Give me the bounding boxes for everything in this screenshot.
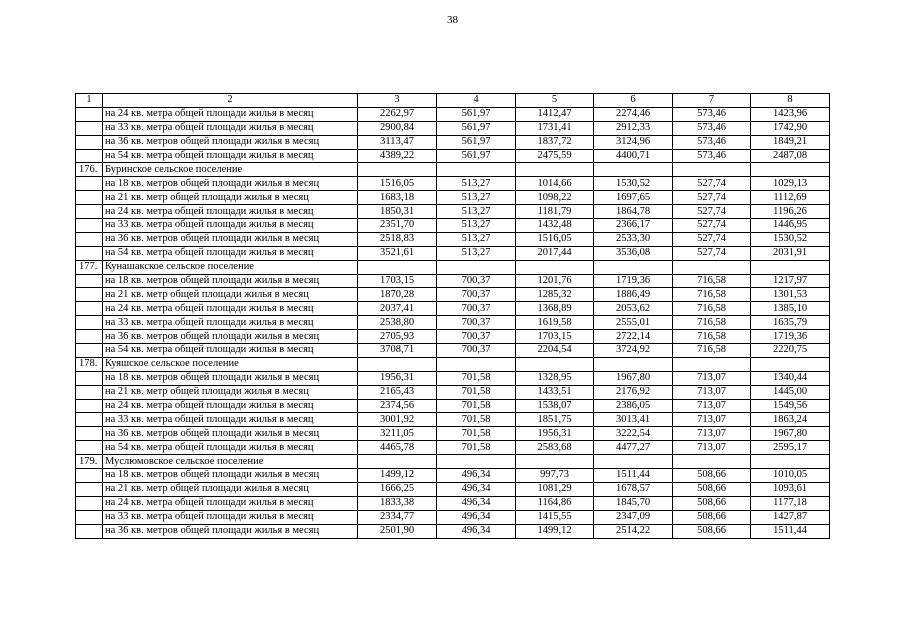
value-cell: 1845,70 <box>594 496 673 510</box>
row-number-cell <box>76 302 103 316</box>
value-cell: 1683,18 <box>358 191 437 205</box>
value-cell: 2595,17 <box>751 441 830 455</box>
value-cell: 527,74 <box>673 219 751 233</box>
value-cell: 496,34 <box>437 510 516 524</box>
row-number-cell <box>76 330 103 344</box>
value-cell: 700,37 <box>437 274 516 288</box>
table-row <box>76 205 830 219</box>
row-number-cell <box>76 232 103 246</box>
value-cell: 1433,51 <box>516 385 594 399</box>
value-cell: 527,74 <box>673 177 751 191</box>
value-cell: 3124,96 <box>594 135 673 149</box>
value-cell: 527,74 <box>673 232 751 246</box>
value-cell: 527,74 <box>673 191 751 205</box>
value-cell: 4465,78 <box>358 441 437 455</box>
value-cell: 713,07 <box>673 385 751 399</box>
value-cell: 561,97 <box>437 135 516 149</box>
value-cell: 513,27 <box>437 205 516 219</box>
value-cell: 701,58 <box>437 399 516 413</box>
settlement-name-cell: Муслюмовское сельское поселение <box>103 455 358 469</box>
norm-label-cell: на 18 кв. метров общей площади жилья в месяц <box>103 469 358 483</box>
value-cell: 1850,31 <box>358 205 437 219</box>
value-cell: 513,27 <box>437 191 516 205</box>
value-cell: 700,37 <box>437 288 516 302</box>
value-cell: 1217,97 <box>751 274 830 288</box>
norm-label-cell: на 21 кв. метр общей площади жилья в месяц <box>103 385 358 399</box>
value-cell: 1412,47 <box>516 107 594 121</box>
value-cell: 1328,95 <box>516 371 594 385</box>
row-number-cell <box>76 496 103 510</box>
row-number-cell <box>76 524 103 538</box>
value-cell: 1177,18 <box>751 496 830 510</box>
row-number-cell <box>76 219 103 233</box>
table-row <box>76 399 830 413</box>
value-cell: 2334,77 <box>358 510 437 524</box>
value-cell: 2514,22 <box>594 524 673 538</box>
value-cell: 1511,44 <box>751 524 830 538</box>
value-cell: 1742,90 <box>751 121 830 135</box>
value-cell: 1385,10 <box>751 302 830 316</box>
value-cell <box>673 455 751 469</box>
table-row <box>76 441 830 455</box>
norm-label-cell: на 33 кв. метра общей площади жилья в месяц <box>103 219 358 233</box>
value-cell: 1530,52 <box>751 232 830 246</box>
value-cell <box>751 357 830 371</box>
table-row <box>76 302 830 316</box>
value-cell: 1445,00 <box>751 385 830 399</box>
value-cell: 1837,72 <box>516 135 594 149</box>
row-number-cell <box>76 274 103 288</box>
value-cell: 2912,33 <box>594 121 673 135</box>
value-cell: 2031,91 <box>751 246 830 260</box>
value-cell: 1432,48 <box>516 219 594 233</box>
norm-label-cell: на 36 кв. метров общей площади жилья в месяц <box>103 524 358 538</box>
value-cell: 701,58 <box>437 385 516 399</box>
section-row <box>76 163 830 177</box>
value-cell: 3211,05 <box>358 427 437 441</box>
row-number-cell <box>76 371 103 385</box>
value-cell: 4400,71 <box>594 149 673 163</box>
value-cell: 1427,87 <box>751 510 830 524</box>
value-cell: 1863,24 <box>751 413 830 427</box>
header-cell: 7 <box>673 94 751 108</box>
value-cell: 1719,36 <box>594 274 673 288</box>
value-cell: 2555,01 <box>594 316 673 330</box>
value-cell: 2220,75 <box>751 344 830 358</box>
value-cell: 701,58 <box>437 427 516 441</box>
value-cell: 561,97 <box>437 121 516 135</box>
value-cell <box>751 163 830 177</box>
value-cell: 1014,66 <box>516 177 594 191</box>
value-cell: 496,34 <box>437 524 516 538</box>
value-cell: 1678,57 <box>594 482 673 496</box>
value-cell: 2501,90 <box>358 524 437 538</box>
value-cell: 1081,29 <box>516 482 594 496</box>
value-cell: 1849,21 <box>751 135 830 149</box>
value-cell: 1499,12 <box>516 524 594 538</box>
norm-label-cell: на 54 кв. метра общей площади жилья в месяц <box>103 149 358 163</box>
value-cell: 700,37 <box>437 330 516 344</box>
value-cell <box>358 163 437 177</box>
value-cell <box>437 357 516 371</box>
row-number-cell <box>76 121 103 135</box>
value-cell: 713,07 <box>673 441 751 455</box>
table-row <box>76 219 830 233</box>
value-cell: 561,97 <box>437 149 516 163</box>
value-cell: 508,66 <box>673 496 751 510</box>
value-cell: 1956,31 <box>358 371 437 385</box>
norm-label-cell: на 36 кв. метров общей площади жилья в месяц <box>103 330 358 344</box>
value-cell: 1697,65 <box>594 191 673 205</box>
value-cell: 2475,59 <box>516 149 594 163</box>
value-cell: 1619,58 <box>516 316 594 330</box>
value-cell: 2037,41 <box>358 302 437 316</box>
value-cell: 2538,80 <box>358 316 437 330</box>
table-row <box>76 288 830 302</box>
value-cell: 701,58 <box>437 413 516 427</box>
value-cell <box>516 357 594 371</box>
value-cell: 1851,75 <box>516 413 594 427</box>
value-cell: 1093,61 <box>751 482 830 496</box>
value-cell: 2351,70 <box>358 219 437 233</box>
value-cell <box>516 455 594 469</box>
settlement-name-cell: Куяшское сельское поселение <box>103 357 358 371</box>
value-cell: 2583,68 <box>516 441 594 455</box>
value-cell: 2176,92 <box>594 385 673 399</box>
row-number-cell <box>76 427 103 441</box>
value-cell: 3536,08 <box>594 246 673 260</box>
value-cell: 713,07 <box>673 427 751 441</box>
value-cell: 2518,83 <box>358 232 437 246</box>
value-cell <box>594 260 673 274</box>
table-row <box>76 510 830 524</box>
value-cell: 1196,26 <box>751 205 830 219</box>
row-number-cell <box>76 510 103 524</box>
value-cell <box>358 260 437 274</box>
value-cell: 713,07 <box>673 399 751 413</box>
header-cell: 5 <box>516 94 594 108</box>
value-cell: 561,97 <box>437 107 516 121</box>
value-cell: 1886,49 <box>594 288 673 302</box>
row-number-cell: 179. <box>76 455 103 469</box>
value-cell: 1010,05 <box>751 469 830 483</box>
value-cell <box>673 357 751 371</box>
value-cell: 1731,41 <box>516 121 594 135</box>
row-number-cell <box>76 482 103 496</box>
norm-label-cell: на 18 кв. метров общей площади жилья в месяц <box>103 177 358 191</box>
value-cell: 716,58 <box>673 330 751 344</box>
value-cell <box>437 455 516 469</box>
table-row <box>76 496 830 510</box>
norm-label-cell: на 21 кв. метр общей площади жилья в месяц <box>103 191 358 205</box>
table-row <box>76 469 830 483</box>
value-cell: 1112,69 <box>751 191 830 205</box>
value-cell: 1538,07 <box>516 399 594 413</box>
value-cell: 2366,17 <box>594 219 673 233</box>
value-cell: 2347,09 <box>594 510 673 524</box>
section-row <box>76 357 830 371</box>
value-cell: 701,58 <box>437 371 516 385</box>
value-cell: 1499,12 <box>358 469 437 483</box>
norm-label-cell: на 33 кв. метра общей площади жилья в месяц <box>103 121 358 135</box>
value-cell <box>751 260 830 274</box>
norm-label-cell: на 54 кв. метра общей площади жилья в месяц <box>103 246 358 260</box>
norm-label-cell: на 33 кв. метра общей площади жилья в месяц <box>103 510 358 524</box>
value-cell: 1516,05 <box>516 232 594 246</box>
table-row <box>76 274 830 288</box>
value-cell: 527,74 <box>673 246 751 260</box>
table-row <box>76 135 830 149</box>
value-cell: 1703,15 <box>358 274 437 288</box>
table-row <box>76 246 830 260</box>
norm-label-cell: на 33 кв. метра общей площади жилья в месяц <box>103 413 358 427</box>
table-row <box>76 413 830 427</box>
value-cell: 508,66 <box>673 524 751 538</box>
row-number-cell <box>76 469 103 483</box>
value-cell: 3521,61 <box>358 246 437 260</box>
value-cell <box>673 163 751 177</box>
header-cell: 3 <box>358 94 437 108</box>
table-row <box>76 121 830 135</box>
norm-label-cell: на 21 кв. метр общей площади жилья в месяц <box>103 482 358 496</box>
table-row <box>76 316 830 330</box>
row-number-cell <box>76 177 103 191</box>
table-row <box>76 385 830 399</box>
value-cell: 513,27 <box>437 246 516 260</box>
value-cell: 2262,97 <box>358 107 437 121</box>
norm-label-cell: на 21 кв. метр общей площади жилья в месяц <box>103 288 358 302</box>
value-cell: 716,58 <box>673 274 751 288</box>
value-cell: 2722,14 <box>594 330 673 344</box>
value-cell: 508,66 <box>673 482 751 496</box>
value-cell: 4477,27 <box>594 441 673 455</box>
value-cell <box>358 455 437 469</box>
header-cell: 4 <box>437 94 516 108</box>
value-cell: 3724,92 <box>594 344 673 358</box>
value-cell: 508,66 <box>673 510 751 524</box>
norm-label-cell: на 54 кв. метра общей площади жилья в месяц <box>103 441 358 455</box>
value-cell: 1423,96 <box>751 107 830 121</box>
value-cell: 3222,54 <box>594 427 673 441</box>
value-cell <box>358 357 437 371</box>
table-row <box>76 524 830 538</box>
table-row <box>76 482 830 496</box>
value-cell: 513,27 <box>437 177 516 191</box>
value-cell: 1511,44 <box>594 469 673 483</box>
row-number-cell <box>76 107 103 121</box>
value-cell: 1368,89 <box>516 302 594 316</box>
page-number: 38 <box>447 14 458 26</box>
row-number-cell <box>76 246 103 260</box>
value-cell <box>594 357 673 371</box>
value-cell: 573,46 <box>673 107 751 121</box>
row-number-cell <box>76 441 103 455</box>
table-row <box>76 344 830 358</box>
value-cell: 1516,05 <box>358 177 437 191</box>
table-row <box>76 107 830 121</box>
value-cell: 1446,95 <box>751 219 830 233</box>
row-number-cell: 176. <box>76 163 103 177</box>
value-cell: 1181,79 <box>516 205 594 219</box>
norm-label-cell: на 36 кв. метров общей площади жилья в месяц <box>103 135 358 149</box>
value-cell: 2900,84 <box>358 121 437 135</box>
row-number-cell <box>76 399 103 413</box>
value-cell: 573,46 <box>673 149 751 163</box>
value-cell: 1340,44 <box>751 371 830 385</box>
section-row <box>76 260 830 274</box>
value-cell: 3013,41 <box>594 413 673 427</box>
table-row <box>76 427 830 441</box>
value-cell: 2374,56 <box>358 399 437 413</box>
value-cell: 496,34 <box>437 496 516 510</box>
norm-label-cell: на 54 кв. метра общей площади жилья в месяц <box>103 344 358 358</box>
section-row <box>76 455 830 469</box>
value-cell: 1029,13 <box>751 177 830 191</box>
row-number-cell <box>76 316 103 330</box>
value-cell: 2204,54 <box>516 344 594 358</box>
value-cell: 700,37 <box>437 302 516 316</box>
value-cell: 713,07 <box>673 371 751 385</box>
value-cell: 1164,86 <box>516 496 594 510</box>
value-cell: 1635,79 <box>751 316 830 330</box>
norm-label-cell: на 33 кв. метра общей площади жилья в месяц <box>103 316 358 330</box>
tariff-table <box>75 93 830 539</box>
value-cell <box>673 260 751 274</box>
value-cell: 1415,55 <box>516 510 594 524</box>
value-cell: 700,37 <box>437 344 516 358</box>
norm-label-cell: на 18 кв. метров общей площади жилья в месяц <box>103 274 358 288</box>
value-cell: 1719,36 <box>751 330 830 344</box>
value-cell: 1285,32 <box>516 288 594 302</box>
header-cell: 2 <box>103 94 358 108</box>
value-cell <box>751 455 830 469</box>
column-number-row <box>76 94 830 108</box>
table-row <box>76 149 830 163</box>
norm-label-cell: на 24 кв. метра общей площади жилья в месяц <box>103 205 358 219</box>
row-number-cell <box>76 413 103 427</box>
value-cell: 573,46 <box>673 121 751 135</box>
value-cell: 1967,80 <box>594 371 673 385</box>
value-cell <box>437 260 516 274</box>
header-cell: 1 <box>76 94 103 108</box>
row-number-cell <box>76 191 103 205</box>
row-number-cell <box>76 385 103 399</box>
value-cell <box>594 455 673 469</box>
value-cell: 716,58 <box>673 288 751 302</box>
value-cell: 1703,15 <box>516 330 594 344</box>
value-cell: 1956,31 <box>516 427 594 441</box>
table-row <box>76 330 830 344</box>
norm-label-cell: на 36 кв. метров общей площади жилья в месяц <box>103 427 358 441</box>
value-cell: 2386,05 <box>594 399 673 413</box>
value-cell: 713,07 <box>673 413 751 427</box>
value-cell: 1301,53 <box>751 288 830 302</box>
value-cell: 1666,25 <box>358 482 437 496</box>
value-cell: 3113,47 <box>358 135 437 149</box>
table-row <box>76 191 830 205</box>
norm-label-cell: на 24 кв. метра общей площади жилья в месяц <box>103 496 358 510</box>
value-cell: 1833,38 <box>358 496 437 510</box>
value-cell: 513,27 <box>437 219 516 233</box>
norm-label-cell: на 24 кв. метра общей площади жилья в месяц <box>103 302 358 316</box>
header-cell: 6 <box>594 94 673 108</box>
value-cell: 2274,46 <box>594 107 673 121</box>
value-cell: 1530,52 <box>594 177 673 191</box>
table-body <box>76 94 830 539</box>
value-cell: 3001,92 <box>358 413 437 427</box>
norm-label-cell: на 18 кв. метров общей площади жилья в месяц <box>103 371 358 385</box>
settlement-name-cell: Буринское сельское поселение <box>103 163 358 177</box>
value-cell <box>437 163 516 177</box>
value-cell: 1549,56 <box>751 399 830 413</box>
value-cell: 4389,22 <box>358 149 437 163</box>
norm-label-cell: на 24 кв. метра общей площади жилья в месяц <box>103 399 358 413</box>
value-cell: 700,37 <box>437 316 516 330</box>
row-number-cell <box>76 288 103 302</box>
value-cell: 1201,76 <box>516 274 594 288</box>
table-row <box>76 371 830 385</box>
value-cell: 997,73 <box>516 469 594 483</box>
value-cell: 1870,28 <box>358 288 437 302</box>
value-cell: 701,58 <box>437 441 516 455</box>
row-number-cell <box>76 344 103 358</box>
value-cell: 496,34 <box>437 482 516 496</box>
row-number-cell <box>76 135 103 149</box>
row-number-cell: 177. <box>76 260 103 274</box>
row-number-cell <box>76 149 103 163</box>
value-cell: 3708,71 <box>358 344 437 358</box>
value-cell: 2017,44 <box>516 246 594 260</box>
value-cell <box>516 260 594 274</box>
value-cell: 2165,43 <box>358 385 437 399</box>
value-cell: 513,27 <box>437 232 516 246</box>
value-cell: 2487,08 <box>751 149 830 163</box>
value-cell: 716,58 <box>673 316 751 330</box>
value-cell: 527,74 <box>673 205 751 219</box>
settlement-name-cell: Кунашакское сельское поселение <box>103 260 358 274</box>
row-number-cell: 178. <box>76 357 103 371</box>
value-cell <box>516 163 594 177</box>
value-cell: 2053,62 <box>594 302 673 316</box>
value-cell: 2705,93 <box>358 330 437 344</box>
header-cell: 8 <box>751 94 830 108</box>
value-cell: 2533,30 <box>594 232 673 246</box>
value-cell <box>594 163 673 177</box>
value-cell: 573,46 <box>673 135 751 149</box>
value-cell: 496,34 <box>437 469 516 483</box>
value-cell: 508,66 <box>673 469 751 483</box>
value-cell: 716,58 <box>673 344 751 358</box>
table-row <box>76 177 830 191</box>
value-cell: 716,58 <box>673 302 751 316</box>
norm-label-cell: на 36 кв. метров общей площади жилья в месяц <box>103 232 358 246</box>
norm-label-cell: на 24 кв. метра общей площади жилья в месяц <box>103 107 358 121</box>
value-cell: 1864,78 <box>594 205 673 219</box>
row-number-cell <box>76 205 103 219</box>
table-row <box>76 232 830 246</box>
value-cell: 1967,80 <box>751 427 830 441</box>
value-cell: 1098,22 <box>516 191 594 205</box>
